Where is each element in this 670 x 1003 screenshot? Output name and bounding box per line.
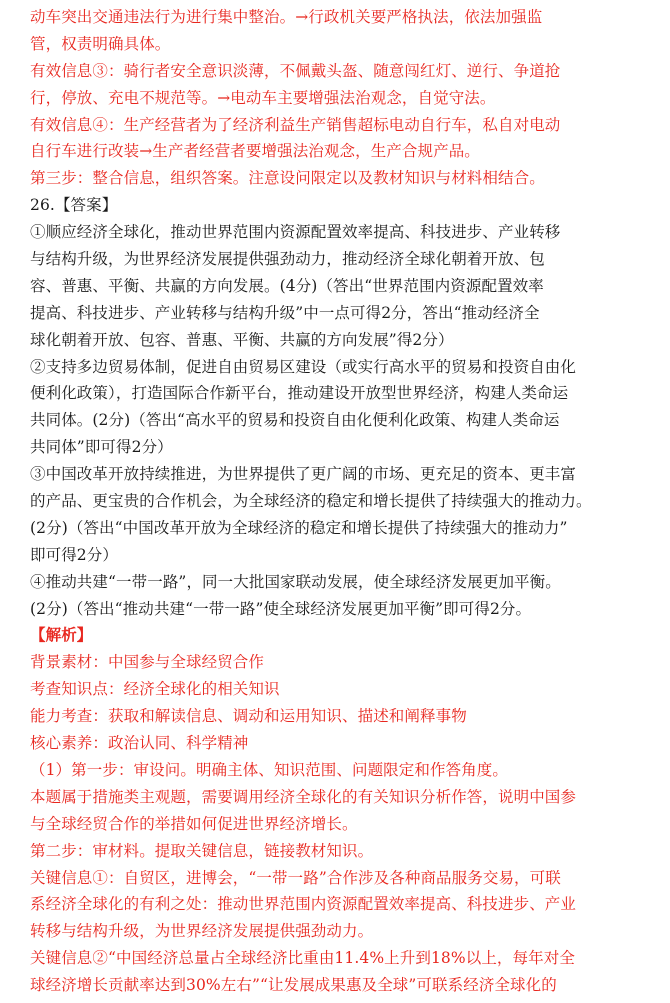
text-line: 容、普惠、平衡、共赢的方向发展。(4分)（答出“世界范围内资源配置效率 — [30, 276, 544, 295]
text-line: ④推动共建“一带一路”，同一大批国家联动发展，使全球经济发展更加平衡。 — [30, 572, 561, 591]
text-line: （1）第一步：审设问。明确主体、知识范围、问题限定和作答角度。 — [30, 760, 508, 779]
text-line: 行，停放、充电不规范等。→电动车主要增强法治观念，自觉守法。 — [30, 88, 496, 107]
text-line: 共同体”即可得2分） — [30, 438, 173, 457]
text-line: 本题属于措施类主观题，需要调用经济全球化的有关知识分析作答，说明中国参 — [30, 787, 577, 806]
text-line: 能力考查：获取和解读信息、调动和运用知识、描述和阐释事物 — [30, 707, 467, 726]
text-line: 核心素养：政治认同、科学精神 — [30, 734, 249, 753]
text-line: 便利化政策），打造国际合作新平台，推动建设开放型世界经济，构建人类命运 — [30, 384, 569, 403]
text-line: 第三步：整合信息，组织答案。注意设问限定以及教材知识与材料相结合。 — [30, 169, 545, 188]
text-line: 有效信息④：生产经营者为了经济利益生产销售超标电动自行车，私自对电动 — [30, 115, 561, 134]
text-line: 自行车进行改装→生产者经营者要增强法治观念，生产合规产品。 — [30, 142, 480, 161]
text-line: 有效信息③：骑行者安全意识淡薄，不佩戴头盔、随意闯红灯、逆行、争道抢 — [30, 61, 561, 80]
text-line: 背景素材：中国参与全球经贸合作 — [30, 653, 265, 672]
text-line: ①顺应经济全球化，推动世界范围内资源配置效率提高、科技进步、产业转移 — [30, 223, 561, 242]
text-line: 与结构升级，为世界经济发展提供强劲动力，推动经济全球化朝着开放、包 — [30, 250, 545, 269]
text-line: 球经济增长贡献率达到30%左右”“让发展成果惠及全球”可联系经济全球化的 — [30, 976, 557, 995]
text-line: 球化朝着开放、包容、普惠、平衡、共赢的方向发展”得2分） — [30, 330, 454, 349]
text-line: 26.【答案】 — [30, 196, 118, 215]
text-line: 的产品、更宝贵的合作机会，为全球经济的稳定和增长提供了持续强大的推动力。 — [30, 492, 592, 511]
text-line: (2分)（答出“推动共建“一带一路”使全球经济发展更加平衡”即可得2分。 — [30, 599, 532, 618]
text-line: 考查知识点：经济全球化的相关知识 — [30, 680, 280, 699]
text-line: 提高、科技进步、产业转移与结构升级”中一点可得2分，答出“推动经济全 — [30, 303, 540, 322]
text-line: (2分)（答出“中国改革开放为全球经济的稳定和增长提供了持续强大的推动力” — [30, 518, 568, 537]
text-line: ②支持多边贸易体制，促进自由贸易区建设（或实行高水平的贸易和投资自由化 — [30, 357, 577, 376]
text-line: 即可得2分） — [30, 545, 118, 564]
text-line: 关键信息②“中国经济总量占全球经济比重由11.4%上升到18%以上，每年对全 — [30, 949, 575, 968]
text-line: 【解析】 — [30, 625, 93, 645]
text-line: 管，权责明确具体。 — [30, 34, 171, 53]
text-line: ③中国改革开放持续推进，为世界提供了更广阔的市场、更充足的资本、更丰富 — [30, 465, 577, 484]
text-line: 系经济全球化的有利之处：推动世界范围内资源配置效率提高、科技进步、产业 — [30, 895, 577, 914]
text-line: 关键信息①：自贸区，进博会，“一带一路”合作涉及各种商品服务交易，可联 — [30, 868, 561, 887]
text-line: 第二步：审材料。提取关键信息，链接教材知识。 — [30, 841, 374, 860]
text-line: 与全球经贸合作的举措如何促进世界经济增长。 — [30, 814, 358, 833]
text-line: 转移与结构升级，为世界经济发展提供强劲动力。 — [30, 922, 374, 941]
text-line: 动车突出交通违法行为进行集中整治。→行政机关要严格执法，依法加强监 — [30, 8, 543, 26]
text-line: 共同体。(2分)（答出“高水平的贸易和投资自由化便利化政策、构建人类命运 — [30, 411, 560, 430]
